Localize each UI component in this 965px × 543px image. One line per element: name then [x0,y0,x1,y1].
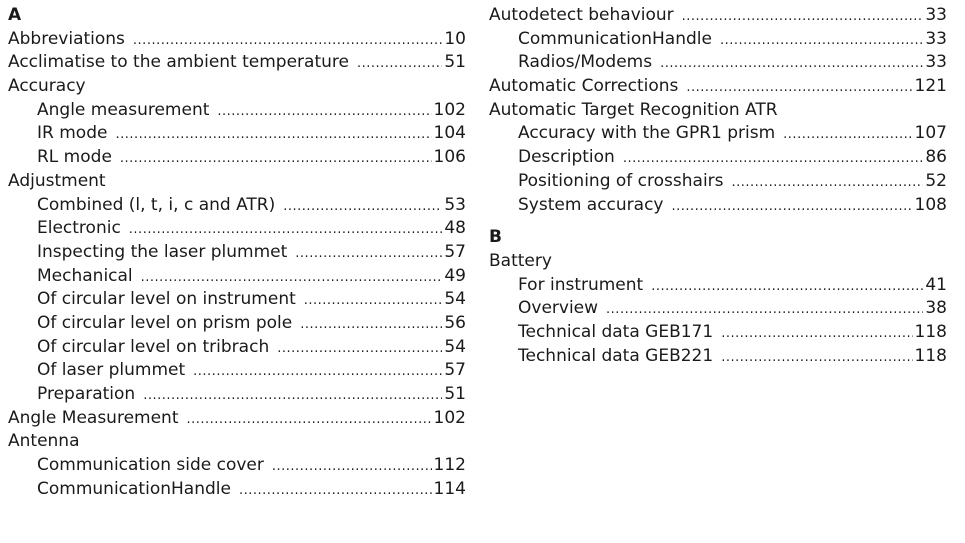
dot-leader [300,313,442,337]
page-number[interactable]: 106 [433,147,466,168]
index-term: Of circular level on instrument [37,289,296,310]
index-term: Technical data GEB171 [518,321,714,342]
index-term: Description [518,147,615,168]
index-entry-abbreviations[interactable] [8,28,466,52]
index-term: Overview [518,298,599,319]
page-number[interactable]: 53 [444,194,466,215]
page-number[interactable]: 54 [444,336,466,357]
index-heading-adjustment [8,170,466,194]
index-term: Accuracy [8,76,86,97]
index-term: Battery [489,250,552,271]
page-number[interactable]: 57 [444,241,466,262]
dot-leader [143,384,442,408]
index-term: Adjustment [8,170,106,191]
dot-leader [283,195,442,219]
dot-leader [277,337,442,361]
dot-leader [660,52,923,76]
dot-leader [623,147,924,171]
page-number[interactable]: 38 [925,298,947,319]
dot-leader [304,289,443,313]
index-entry-acclimatise-to-the-ambient-temperature[interactable] [8,51,466,75]
index-entry-inspecting-the-laser-plummet[interactable] [8,241,466,265]
page-number[interactable]: 54 [444,289,466,310]
dot-leader [721,346,912,370]
index-term: IR mode [37,123,108,144]
section-letter-b: B [489,227,502,248]
dot-leader [120,147,432,171]
page-number[interactable]: 104 [433,123,466,144]
index-term: Electronic [37,218,121,239]
index-entry-of-circular-level-on-instrument[interactable] [8,288,466,312]
dot-leader [239,479,432,503]
index-heading-battery [489,250,947,274]
index-entry-for-instrument[interactable] [489,274,947,298]
page-number[interactable]: 41 [925,274,947,295]
index-entry-mechanical[interactable] [8,265,466,289]
index-term: Of circular level on tribrach [37,336,270,357]
page-number[interactable]: 10 [444,28,466,49]
index-term: Accuracy with the GPR1 prism [518,123,776,144]
index-column-left [8,4,466,501]
dot-leader [783,123,912,147]
page-number[interactable]: 51 [444,52,466,73]
page-number[interactable]: 112 [433,455,466,476]
index-term: Communication side cover [37,455,264,476]
index-term: Automatic Target Recognition ATR [489,99,778,120]
index-heading-automatic-target-recognition-atr [489,99,947,123]
index-entry-technical-data-geb221[interactable] [489,345,947,369]
index-entry-communicationhandle[interactable] [8,478,466,502]
dot-leader [606,298,923,322]
index-entry-angle-measurement[interactable] [8,99,466,123]
page-number[interactable]: 57 [444,360,466,381]
dot-leader [720,29,923,53]
index-heading-accuracy [8,75,466,99]
dot-leader [732,171,924,195]
index-term: Of circular level on prism pole [37,312,293,333]
dot-leader [357,52,442,76]
page-number[interactable]: 107 [914,123,947,144]
page-number[interactable]: 121 [914,76,947,97]
index-term: Angle measurement [37,99,210,120]
index-term: Mechanical [37,265,133,286]
dot-leader [193,360,442,384]
page-number[interactable]: 118 [914,321,947,342]
index-entry-of-circular-level-on-prism-pole[interactable] [8,312,466,336]
index-entry-communicationhandle[interactable] [489,28,947,52]
index-entry-system-accuracy[interactable] [489,194,947,218]
page-number[interactable]: 52 [925,170,947,191]
index-term: For instrument [518,274,644,295]
index-entry-rl-mode[interactable] [8,146,466,170]
index-term: Inspecting the laser plummet [37,241,288,262]
index-entry-combined-l-t-i-c-and-atr[interactable] [8,194,466,218]
dot-leader [129,218,443,242]
index-term: Acclimatise to the ambient temperature [8,52,349,73]
page-number[interactable]: 102 [433,407,466,428]
dot-leader [133,29,442,53]
dot-leader [721,322,912,346]
index-term: CommunicationHandle [518,28,712,49]
page-number[interactable]: 118 [914,345,947,366]
page-number[interactable]: 49 [444,265,466,286]
index-term: CommunicationHandle [37,478,231,499]
page-number[interactable]: 33 [925,5,947,25]
page-number[interactable]: 48 [444,218,466,239]
dot-leader [651,275,923,299]
index-term: RL mode [37,147,112,168]
index-entry-description[interactable] [489,146,947,170]
index-term: Technical data GEB221 [518,345,714,366]
index-term: System accuracy [518,194,664,215]
index-column-right [489,4,947,368]
index-entry-preparation[interactable] [8,383,466,407]
dot-leader [141,266,443,290]
index-term: Of laser plummet [37,360,186,381]
index-term: Radios/Modems [518,52,653,73]
index-heading-antenna [8,430,466,454]
index-term: Autodetect behaviour [489,5,674,25]
index-term: Preparation [37,384,136,404]
dot-leader [115,123,431,147]
index-entry-of-circular-level-on-tribrach[interactable] [8,336,466,360]
index-entry-autodetect-behaviour[interactable] [489,4,947,28]
page-number[interactable]: 56 [444,312,466,333]
section-letter-a: A [8,5,22,25]
page-number[interactable]: 108 [914,194,947,215]
index-term: Automatic Corrections [489,76,679,97]
page-number[interactable]: 86 [925,147,947,168]
index-entry-positioning-of-crosshairs[interactable] [489,170,947,194]
index-entry-automatic-corrections[interactable] [489,75,947,99]
index-entry-communication-side-cover[interactable] [8,454,466,478]
dot-leader [217,100,431,124]
index-entry-radios-modems[interactable] [489,51,947,75]
dot-leader [686,76,912,100]
dot-leader [682,5,924,29]
index-term: Angle Measurement [8,407,179,428]
dot-leader [187,408,432,432]
index-term: Positioning of crosshairs [518,170,724,191]
index-term: Antenna [8,431,80,452]
index-entry-of-laser-plummet[interactable] [8,359,466,383]
page-number[interactable]: 102 [433,99,466,120]
page-number[interactable]: 51 [444,384,466,404]
index-entry-overview[interactable] [489,297,947,321]
page-number[interactable]: 33 [925,52,947,73]
index-entry-ir-mode[interactable] [8,122,466,146]
dot-leader [272,455,432,479]
dot-leader [672,195,913,219]
index-entry-electronic[interactable] [8,217,466,241]
index-entry-accuracy-with-the-gpr1-prism[interactable] [489,122,947,146]
page-number[interactable]: 33 [925,28,947,49]
index-entry-angle-measurement[interactable] [8,407,466,431]
dot-leader [295,242,442,266]
index-entry-technical-data-geb171[interactable] [489,321,947,345]
index-term: Combined (l, t, i, c and ATR) [37,194,276,215]
page-number[interactable]: 114 [433,478,466,499]
index-term: Abbreviations [8,28,125,49]
